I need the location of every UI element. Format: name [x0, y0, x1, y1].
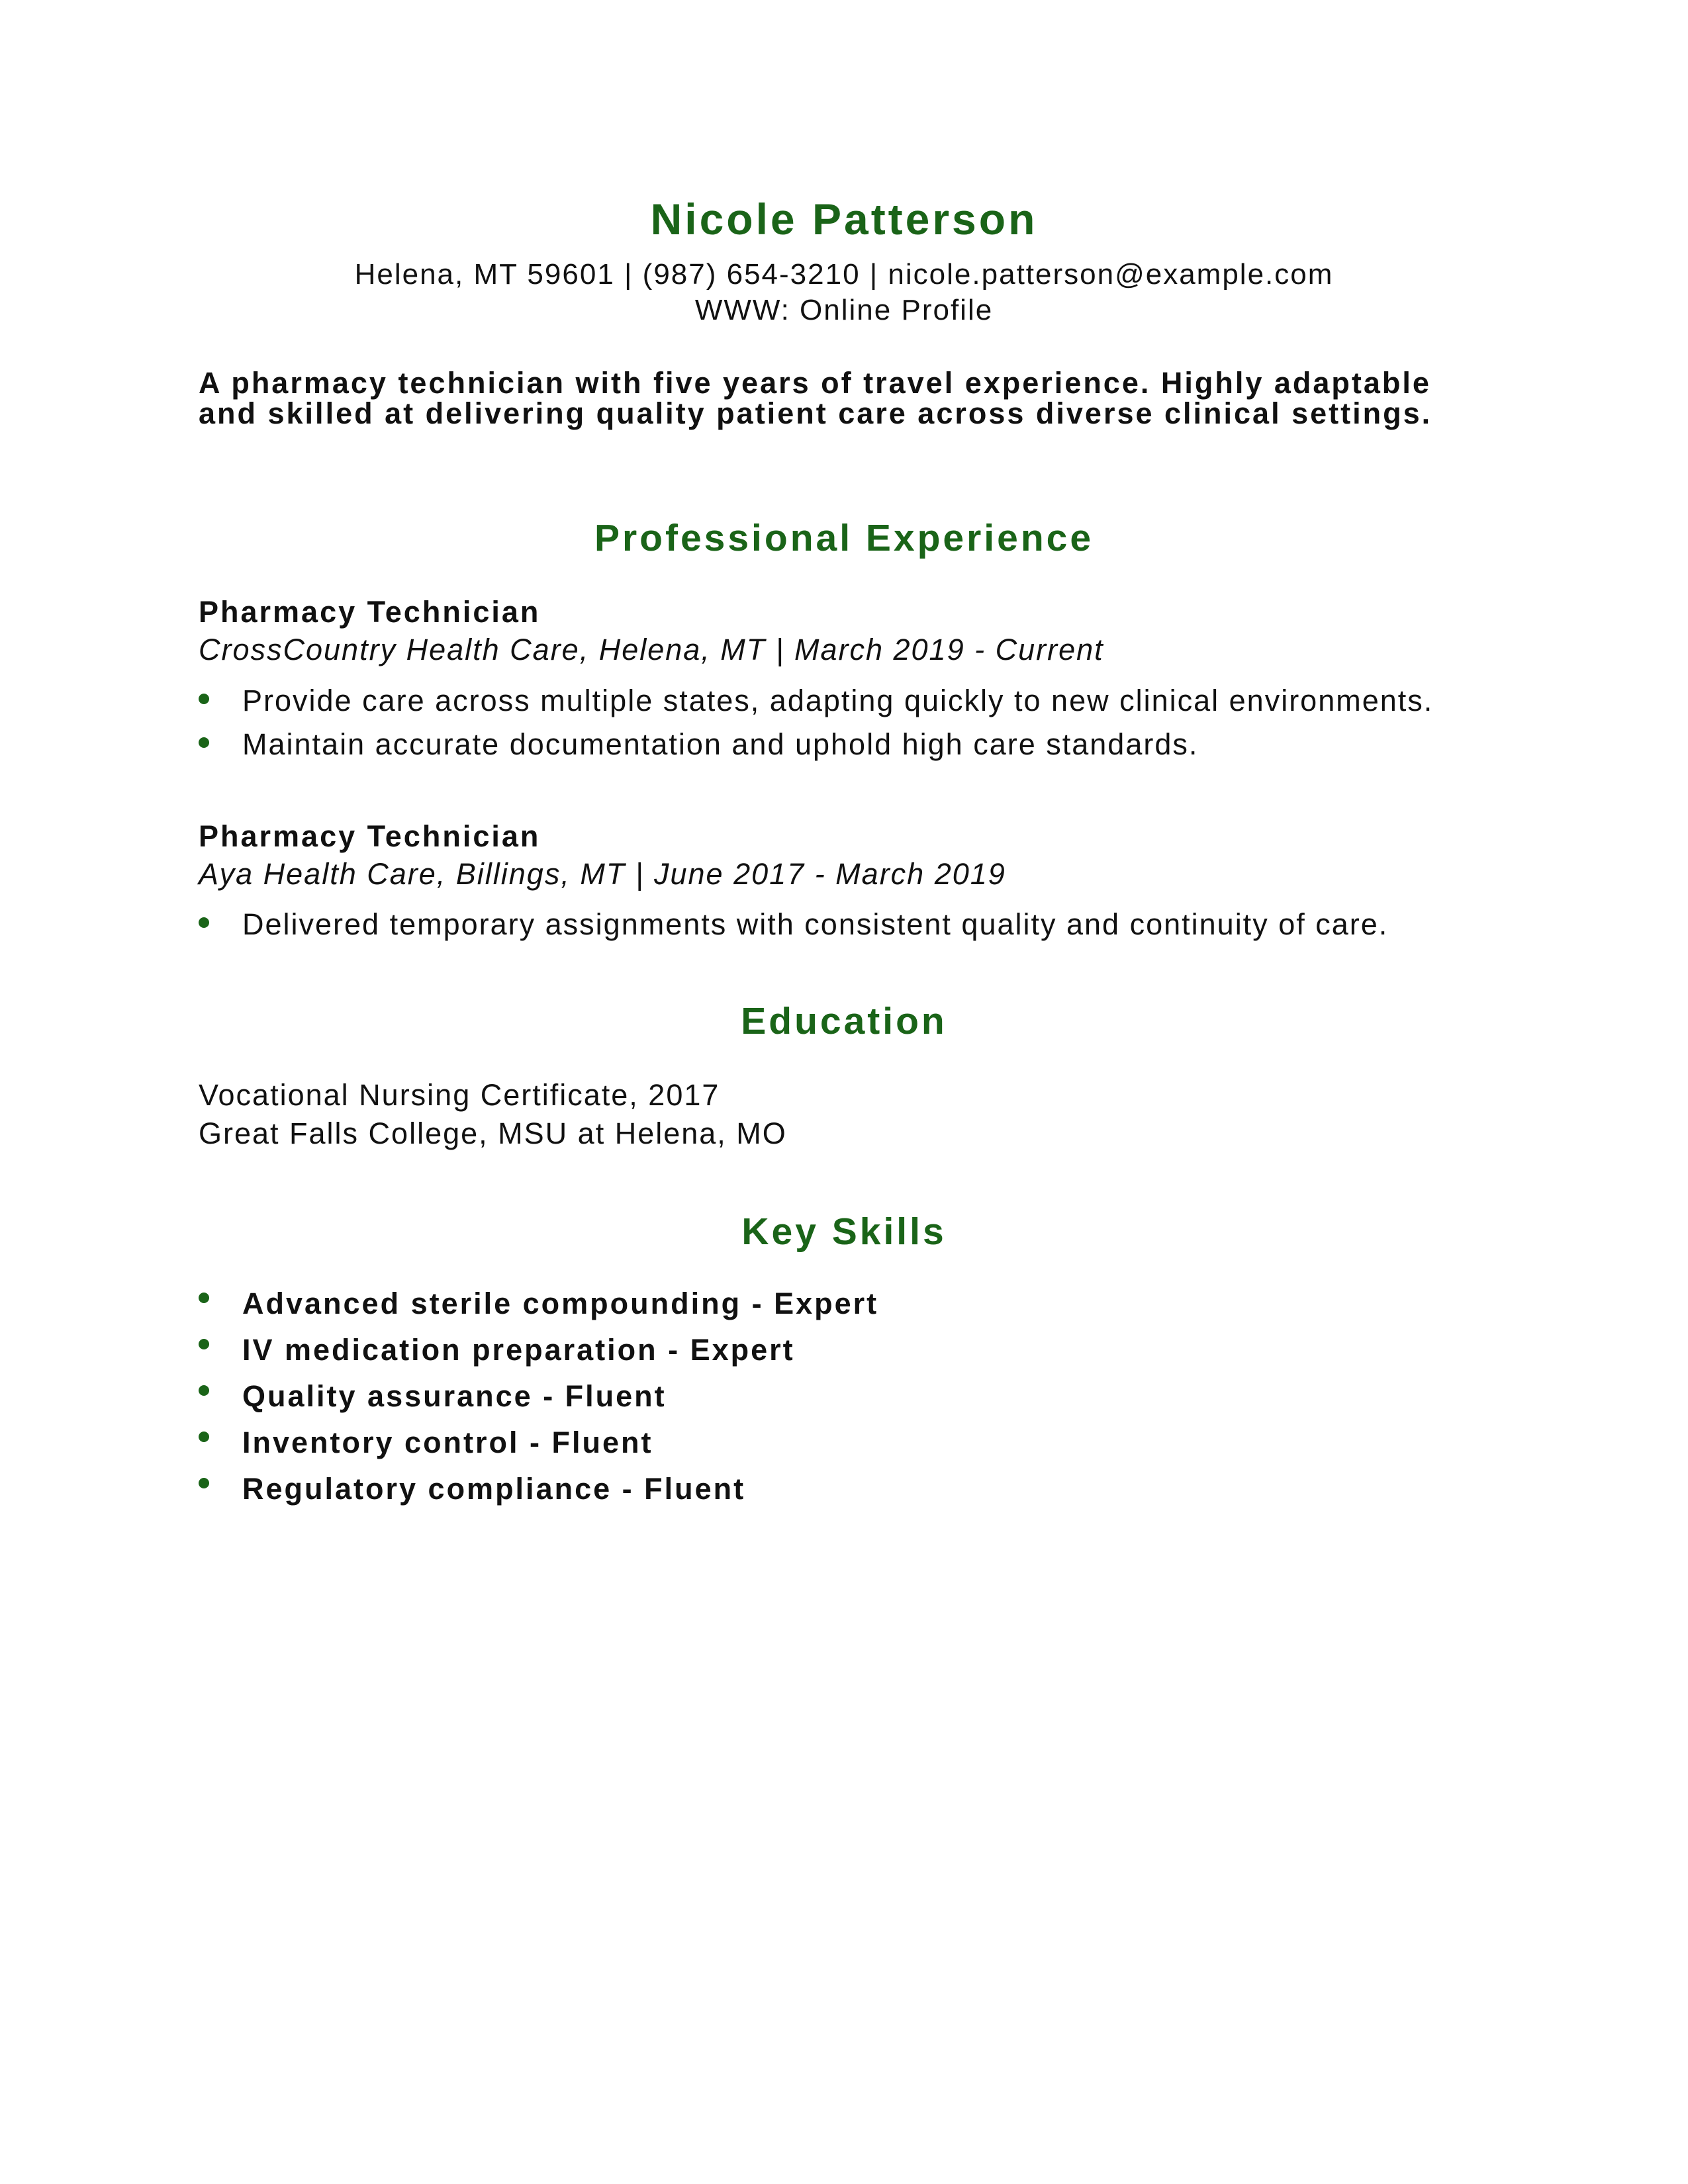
- job-bullet-list: [199, 909, 1489, 940]
- job-bullet-list: [199, 686, 1489, 760]
- education-heading: Education: [741, 1000, 947, 1042]
- bullet-text: Provide care across multiple states, adapting quickly to new clinical environments.: [242, 684, 1434, 717]
- list-item: [199, 729, 1489, 760]
- job-employer-dates: Aya Health Care, Billings, MT | June 2017 - March 2019: [199, 857, 1006, 891]
- bullet-dot-icon: [199, 1339, 209, 1349]
- skill-text: Regulatory compliance - Fluent: [242, 1472, 746, 1506]
- bullet-dot-icon: [199, 917, 209, 928]
- job-employer-dates: CrossCountry Health Care, Helena, MT | March 2019 - Current: [199, 633, 1104, 666]
- bullet-dot-icon: [199, 1432, 209, 1442]
- bullet-dot-icon: [199, 1385, 209, 1396]
- resume-page: [199, 0, 1489, 2184]
- bullet-text: Delivered temporary assignments with consistent quality and continuity of care.: [242, 907, 1389, 941]
- experience-heading: Professional Experience: [594, 517, 1094, 559]
- list-item: [199, 1466, 1489, 1512]
- list-item: [199, 1420, 1489, 1466]
- education-school: Great Falls College, MSU at Helena, MO: [199, 1116, 787, 1150]
- bullet-dot-icon: [199, 694, 209, 704]
- list-item: [199, 1373, 1489, 1420]
- list-item: [199, 909, 1489, 940]
- job-title: Pharmacy Technician: [199, 819, 541, 853]
- skill-text: Advanced sterile compounding - Expert: [242, 1287, 879, 1320]
- education-degree: Vocational Nursing Certificate, 2017: [199, 1078, 720, 1112]
- bullet-dot-icon: [199, 1478, 209, 1488]
- skill-text: Quality assurance - Fluent: [242, 1379, 667, 1413]
- job-title: Pharmacy Technician: [199, 595, 541, 629]
- list-item: [199, 1327, 1489, 1373]
- skills-list: [199, 1281, 1489, 1512]
- skill-text: Inventory control - Fluent: [242, 1426, 653, 1459]
- skills-heading: Key Skills: [741, 1210, 947, 1253]
- contact-block: [199, 257, 1489, 328]
- web-profile-line: WWW: Online Profile: [694, 294, 994, 326]
- bullet-dot-icon: [199, 1293, 209, 1303]
- bullet-dot-icon: [199, 737, 209, 748]
- bullet-text: Maintain accurate documentation and uphold high care standards.: [242, 727, 1199, 761]
- list-item: [199, 1281, 1489, 1327]
- list-item: [199, 686, 1489, 716]
- professional-summary: A pharmacy technician with five years of travel experience. Highly adaptable and skilled at delivering quality patient care across diverse clinical settings.: [199, 366, 1432, 430]
- candidate-name: Nicole Patterson: [650, 195, 1038, 244]
- skill-text: IV medication preparation - Expert: [242, 1333, 795, 1367]
- contact-line: Helena, MT 59601 | (987) 654-3210 | nicole.patterson@example.com: [354, 258, 1334, 291]
